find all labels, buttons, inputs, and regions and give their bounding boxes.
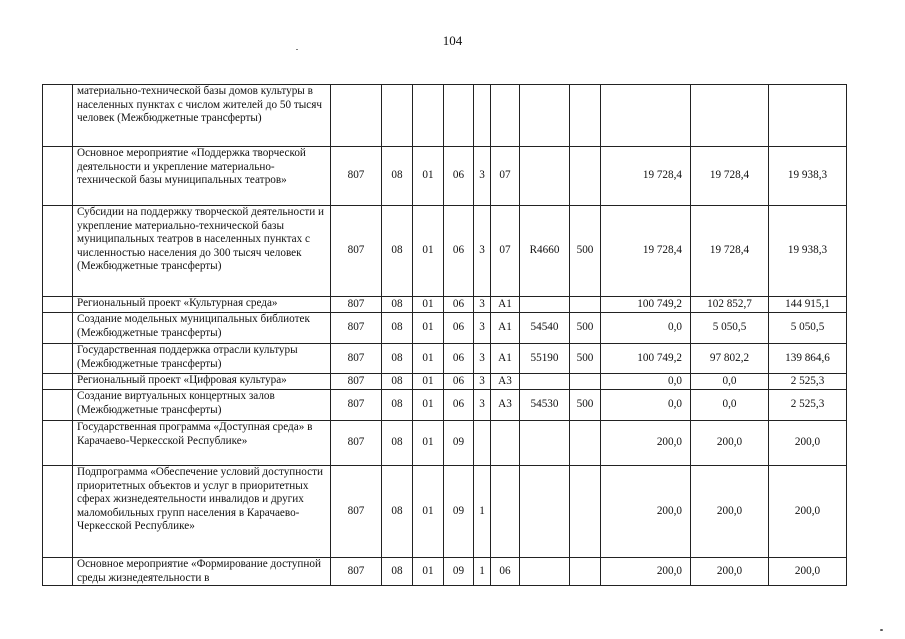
- program-code-cell: 06: [444, 206, 474, 297]
- expense-type-cell: [570, 297, 601, 313]
- expense-type-cell: 500: [570, 344, 601, 374]
- amount-cell-2: 102 852,7: [691, 297, 769, 313]
- item-name-cell: Основное мероприятие «Поддержка творческой деятельности и укрепление материально-технической базы муниципальных театров»: [73, 147, 331, 206]
- direction-code-cell: [491, 466, 520, 558]
- amount-cell-3: 200,0: [769, 421, 847, 466]
- grbs-code-cell: 807: [331, 374, 382, 390]
- program-code-cell: 09: [444, 421, 474, 466]
- scan-speck: [880, 629, 883, 631]
- table-row: [43, 85, 847, 147]
- item-name-cell: материально-технической базы домов культуры в населенных пунктах с числом жителей до 50 тысяч человек (Межбюджетные трансферты): [73, 85, 331, 147]
- program-code-cell: 09: [444, 558, 474, 586]
- row-gutter-cell: [43, 344, 73, 374]
- amount-cell-1: 100 749,2: [601, 297, 691, 313]
- amount-cell-2: 200,0: [691, 558, 769, 586]
- target-item-code-cell: [520, 421, 570, 466]
- subprogram-code-cell: 3: [474, 147, 491, 206]
- subprogram-code-cell: [474, 421, 491, 466]
- subsection-code-cell: 01: [413, 374, 444, 390]
- table-row: [43, 374, 847, 390]
- subprogram-code-cell: 3: [474, 313, 491, 344]
- amount-cell-1: 19 728,4: [601, 206, 691, 297]
- amount-cell-3: 200,0: [769, 558, 847, 586]
- item-name-text: Основное мероприятие «Формирование доступной среды жизнедеятельности в: [77, 558, 321, 584]
- grbs-code-cell: 807: [331, 421, 382, 466]
- program-code-cell: 06: [444, 374, 474, 390]
- program-code-cell: 06: [444, 313, 474, 344]
- expense-type-cell: [570, 466, 601, 558]
- section-code-cell: 08: [382, 558, 413, 586]
- direction-code-cell: 07: [491, 206, 520, 297]
- scan-speck: [296, 49, 298, 50]
- subsection-code-cell: 01: [413, 558, 444, 586]
- target-item-code-cell: [520, 85, 570, 147]
- amount-cell-1: 0,0: [601, 374, 691, 390]
- grbs-code-cell: 807: [331, 147, 382, 206]
- expense-type-cell: [570, 421, 601, 466]
- item-name-cell: Подпрограмма «Обеспечение условий доступности приоритетных объектов и услуг в приоритетных сферах жизнедеятельности инвалидов и других маломобильных групп населения в Карачаево-Черкесской Республике»: [73, 466, 331, 558]
- target-item-code-cell: [520, 558, 570, 586]
- subprogram-code-cell: 1: [474, 466, 491, 558]
- table-row: [43, 466, 847, 558]
- section-code-cell: 08: [382, 313, 413, 344]
- target-item-code-cell: [520, 297, 570, 313]
- section-code-cell: 08: [382, 374, 413, 390]
- program-code-cell: 09: [444, 466, 474, 558]
- table-row: [43, 206, 847, 297]
- grbs-code-cell: [331, 85, 382, 147]
- expense-type-cell: [570, 558, 601, 586]
- amount-cell-2: 200,0: [691, 421, 769, 466]
- section-code-cell: 08: [382, 147, 413, 206]
- section-code-cell: 08: [382, 344, 413, 374]
- subsection-code-cell: 01: [413, 390, 444, 421]
- row-gutter-cell: [43, 297, 73, 313]
- amount-cell-3: 19 938,3: [769, 147, 847, 206]
- row-gutter-cell: [43, 147, 73, 206]
- subprogram-code-cell: 3: [474, 297, 491, 313]
- table-row: [43, 313, 847, 344]
- subsection-code-cell: [413, 85, 444, 147]
- amount-cell-2: 19 728,4: [691, 206, 769, 297]
- row-gutter-cell: [43, 466, 73, 558]
- table-row: [43, 344, 847, 374]
- expense-type-cell: 500: [570, 390, 601, 421]
- subsection-code-cell: 01: [413, 313, 444, 344]
- expense-type-cell: 500: [570, 206, 601, 297]
- expense-type-cell: [570, 85, 601, 147]
- section-code-cell: 08: [382, 421, 413, 466]
- amount-cell-1: 0,0: [601, 313, 691, 344]
- amount-cell-2: 19 728,4: [691, 147, 769, 206]
- item-name-cell: Региональный проект «Культурная среда»: [73, 297, 331, 313]
- direction-code-cell: A1: [491, 313, 520, 344]
- section-code-cell: 08: [382, 390, 413, 421]
- amount-cell-2: 0,0: [691, 390, 769, 421]
- grbs-code-cell: 807: [331, 344, 382, 374]
- table-row: [43, 421, 847, 466]
- budget-table: [42, 84, 847, 586]
- amount-cell-1: [601, 85, 691, 147]
- subsection-code-cell: 01: [413, 421, 444, 466]
- expense-type-cell: 500: [570, 313, 601, 344]
- item-name-cell: Субсидии на поддержку творческой деятельности и укрепление материально-технической базы муниципальных театров в населенных пунктах с численностью населения до 300 тысяч человек (Межбюджетные трансферты): [73, 206, 331, 297]
- program-code-cell: [444, 85, 474, 147]
- amount-cell-3: 2 525,3: [769, 390, 847, 421]
- amount-cell-1: 0,0: [601, 390, 691, 421]
- row-gutter-cell: [43, 558, 73, 586]
- direction-code-cell: A1: [491, 297, 520, 313]
- target-item-code-cell: R4660: [520, 206, 570, 297]
- item-name-cell: [73, 558, 331, 586]
- subprogram-code-cell: 1: [474, 558, 491, 586]
- subprogram-code-cell: 3: [474, 390, 491, 421]
- grbs-code-cell: 807: [331, 313, 382, 344]
- table-row: [43, 390, 847, 421]
- subprogram-code-cell: 3: [474, 374, 491, 390]
- amount-cell-3: [769, 85, 847, 147]
- target-item-code-cell: [520, 466, 570, 558]
- subsection-code-cell: 01: [413, 147, 444, 206]
- direction-code-cell: 07: [491, 147, 520, 206]
- row-gutter-cell: [43, 206, 73, 297]
- row-gutter-cell: [43, 421, 73, 466]
- program-code-cell: 06: [444, 390, 474, 421]
- amount-cell-1: 19 728,4: [601, 147, 691, 206]
- subprogram-code-cell: 3: [474, 344, 491, 374]
- section-code-cell: 08: [382, 466, 413, 558]
- row-gutter-cell: [43, 313, 73, 344]
- grbs-code-cell: 807: [331, 206, 382, 297]
- subprogram-code-cell: 3: [474, 206, 491, 297]
- table-row: [43, 297, 847, 313]
- target-item-code-cell: [520, 374, 570, 390]
- section-code-cell: 08: [382, 206, 413, 297]
- amount-cell-1: 200,0: [601, 421, 691, 466]
- amount-cell-3: 200,0: [769, 466, 847, 558]
- target-item-code-cell: 55190: [520, 344, 570, 374]
- amount-cell-2: 200,0: [691, 466, 769, 558]
- target-item-code-cell: 54540: [520, 313, 570, 344]
- grbs-code-cell: 807: [331, 297, 382, 313]
- amount-cell-2: 5 050,5: [691, 313, 769, 344]
- item-name-cell: Создание модельных муниципальных библиотек (Межбюджетные трансферты): [73, 313, 331, 344]
- row-gutter-cell: [43, 85, 73, 147]
- program-code-cell: 06: [444, 297, 474, 313]
- amount-cell-1: 200,0: [601, 466, 691, 558]
- amount-cell-3: 144 915,1: [769, 297, 847, 313]
- item-name-cell: Государственная поддержка отрасли культуры (Межбюджетные трансферты): [73, 344, 331, 374]
- target-item-code-cell: [520, 147, 570, 206]
- direction-code-cell: [491, 421, 520, 466]
- subprogram-code-cell: [474, 85, 491, 147]
- grbs-code-cell: 807: [331, 558, 382, 586]
- amount-cell-1: 200,0: [601, 558, 691, 586]
- amount-cell-3: 2 525,3: [769, 374, 847, 390]
- table-row: [43, 147, 847, 206]
- subsection-code-cell: 01: [413, 297, 444, 313]
- program-code-cell: 06: [444, 344, 474, 374]
- amount-cell-3: 139 864,6: [769, 344, 847, 374]
- row-gutter-cell: [43, 374, 73, 390]
- direction-code-cell: A3: [491, 374, 520, 390]
- subsection-code-cell: 01: [413, 344, 444, 374]
- section-code-cell: [382, 85, 413, 147]
- item-name-cell: Государственная программа «Доступная среда» в Карачаево-Черкесской Республике»: [73, 421, 331, 466]
- amount-cell-2: [691, 85, 769, 147]
- direction-code-cell: 06: [491, 558, 520, 586]
- amount-cell-1: 100 749,2: [601, 344, 691, 374]
- subsection-code-cell: 01: [413, 206, 444, 297]
- amount-cell-2: 0,0: [691, 374, 769, 390]
- expense-type-cell: [570, 147, 601, 206]
- subsection-code-cell: 01: [413, 466, 444, 558]
- direction-code-cell: [491, 85, 520, 147]
- grbs-code-cell: 807: [331, 390, 382, 421]
- table-row: [43, 558, 847, 586]
- item-name-cell: Региональный проект «Цифровая культура»: [73, 374, 331, 390]
- program-code-cell: 06: [444, 147, 474, 206]
- target-item-code-cell: 54530: [520, 390, 570, 421]
- item-name-cell: Создание виртуальных концертных залов (Межбюджетные трансферты): [73, 390, 331, 421]
- direction-code-cell: A1: [491, 344, 520, 374]
- amount-cell-2: 97 802,2: [691, 344, 769, 374]
- amount-cell-3: 19 938,3: [769, 206, 847, 297]
- grbs-code-cell: 807: [331, 466, 382, 558]
- section-code-cell: 08: [382, 297, 413, 313]
- row-gutter-cell: [43, 390, 73, 421]
- direction-code-cell: A3: [491, 390, 520, 421]
- expense-type-cell: [570, 374, 601, 390]
- amount-cell-3: 5 050,5: [769, 313, 847, 344]
- page-number: 104: [442, 33, 463, 48]
